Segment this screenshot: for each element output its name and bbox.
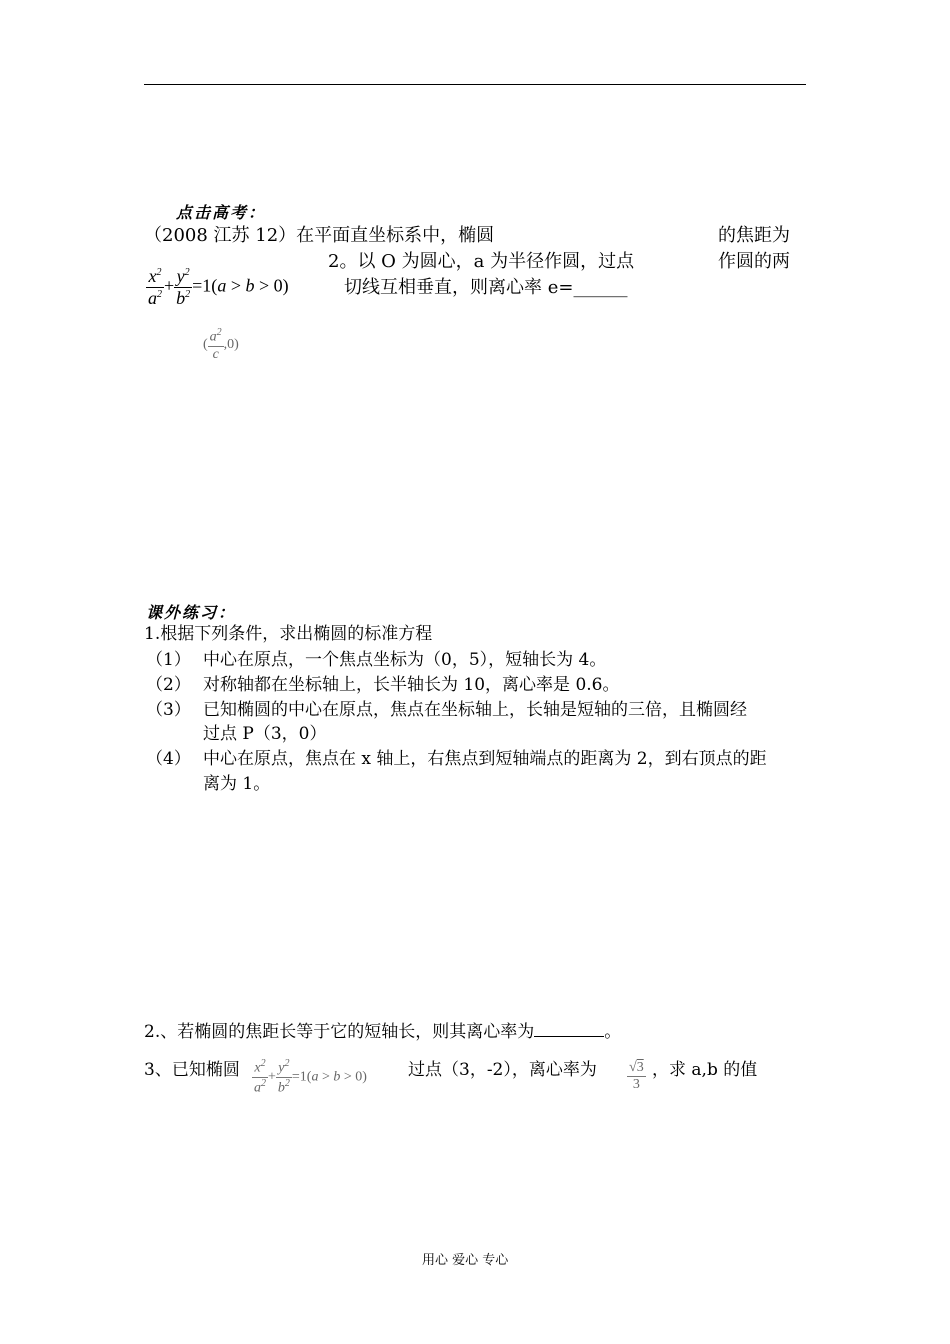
- item-3-continuation: 过点 P（3，0）: [203, 724, 327, 744]
- problem-line-1-left: （2008 江苏 12）在平面直坐标系中，椭圆: [144, 225, 495, 246]
- question-2: 2.、若椭圆的焦距长等于它的短轴长，则其离心率为 。: [144, 1022, 622, 1042]
- problem-line-2-right: 作圆的两: [718, 251, 790, 272]
- page-footer: 用心 爱心 专心: [422, 1253, 509, 1268]
- item-3-text: 已知椭圆的中心在原点，焦点在坐标轴上，长轴是短轴的三倍，且椭圆经: [203, 700, 747, 720]
- item-2-text: 对称轴都在坐标轴上，长半轴长为 10，离心率是 0.6。: [203, 675, 620, 695]
- problem-line-2: 2。以 O 为圆心，a 为半径作圆，过点: [328, 251, 635, 272]
- eccentricity-value: $\frac{√3}{3}$: [629, 1060, 644, 1092]
- item-1-text: 中心在原点，一个焦点坐标为（0，5），短轴长为 4。: [203, 650, 607, 670]
- ellipse-equation-2: $\frac{x^2}{a^2}$ + $\frac{y^2}{b^2}$ =1(a > b > 0): [254, 1058, 367, 1096]
- header-rule: [144, 84, 806, 85]
- item-3-number: （3）: [146, 700, 191, 720]
- item-1-number: （1）: [146, 650, 191, 670]
- ellipse-equation: $\frac{x^2}{a^2}$ + $\frac{y^2}{b^2}$ =1(a > b > 0): [148, 266, 289, 308]
- section-heading-gaokao: 点击高考：: [176, 203, 267, 222]
- item-4-continuation: 离为 1。: [203, 774, 271, 794]
- answer-blank: [534, 1036, 604, 1037]
- problem-line-1-right: 的焦距为: [718, 225, 790, 246]
- point-expression: ( $\frac{a^2}{c}$ ,0): [203, 327, 239, 362]
- question-3-middle: 过点（3，-2），离心率为: [408, 1060, 597, 1080]
- section-heading-exercises: 课外练习：: [146, 603, 237, 622]
- problem-line-3: 切线互相垂直，则离心率 e=______: [344, 277, 628, 298]
- item-4-number: （4）: [146, 749, 191, 769]
- item-4-text: 中心在原点，焦点在 x 轴上，右焦点到短轴端点的距离为 2，到右顶点的距: [203, 749, 767, 769]
- question-3-prefix: 3、已知椭圆: [144, 1060, 240, 1080]
- question-1-title: 1.根据下列条件，求出椭圆的标准方程: [144, 624, 433, 644]
- item-2-number: （2）: [146, 675, 191, 695]
- question-3-suffix: ，求 a,b 的值: [652, 1060, 758, 1080]
